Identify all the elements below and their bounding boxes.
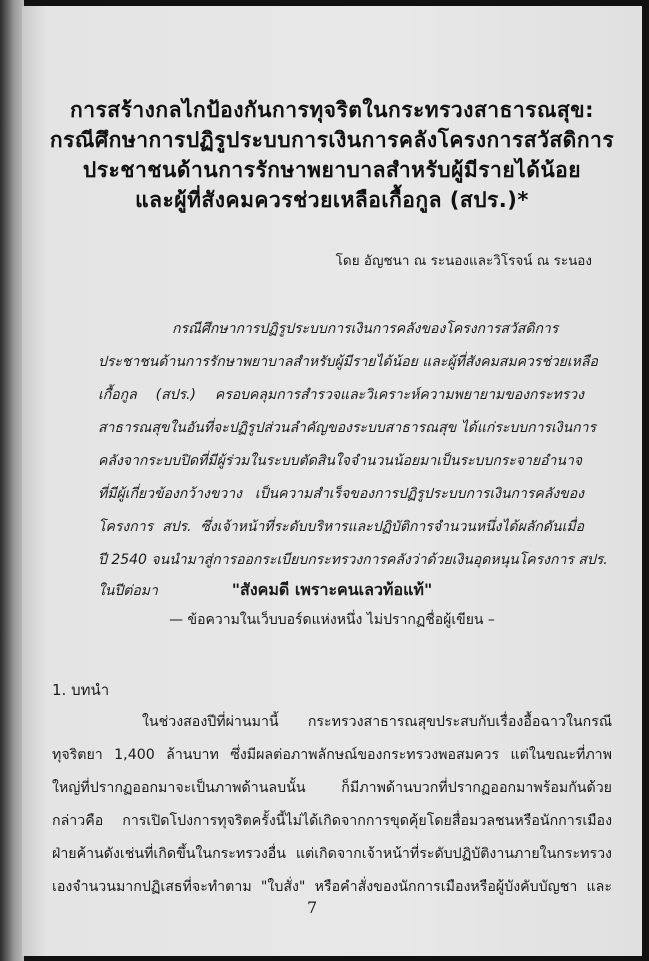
author-line: โดย อัญชนา ณ ระนองและวิโรจน์ ณ ระนอง — [335, 253, 592, 269]
epigraph-attribution: — ข้อความในเว็บบอร์ดแห่งหนึ่ง ไม่ปรากฏชื่อผู้เขียน – — [169, 612, 495, 628]
title-line-2: กรณีศึกษาการปฏิรูประบบการเงินการคลังโครงการสวัสดิการ — [49, 128, 615, 152]
title-line-4: และผู้ที่สังคมควรช่วยเหลือเกื้อกูล (สปร.)* — [135, 188, 529, 212]
page-number: 7 — [307, 898, 318, 917]
section-heading: 1. บทนำ — [52, 681, 110, 699]
body-line: ใหญ่ที่ปรากฏออกมาจะเป็นภาพด้านลบนั้น ก็มีภาพด้านบวกที่ปรากฏออกมาพร้อมกันด้วย — [52, 780, 612, 796]
abstract-line: คลังจากระบบปิดที่มีผู้ร่วมในระบบตัดสินใจจำนวนน้อยมาเป็นระบบกระจายอำนาจ — [98, 453, 583, 469]
abstract-line: ประชาชนด้านการรักษาพยาบาลสำหรับผู้มีรายได้น้อย และผู้ที่สังคมสมควรช่วยเหลือ — [98, 354, 598, 370]
body-line: ทุจริตยา 1,400 ล้านบาท ซึ่งมีผลต่อภาพลักษณ์ของกระทรวงพอสมควร แต่ในขณะที่ภาพ — [52, 747, 612, 763]
abstract-line: โครงการ สปร. ซึ่งเจ้าหน้าที่ระดับบริหารและปฏิบัติการจำนวนหนึ่งได้ผลักดันเมื่อ — [98, 519, 584, 535]
facing-page-edge — [0, 0, 24, 961]
abstract-line: เกื้อกูล (สปร.) ครอบคลุมการสำรวจและวิเคราะห์ความพยายามของกระทรวง — [98, 387, 584, 403]
epigraph-quote: "สังคมดี เพราะคนเลวท้อแท้" — [231, 580, 433, 599]
body-line: ในช่วงสองปีที่ผ่านมานี้ กระทรวงสาธารณสุขประสบกับเรื่องอื้อฉาวในกรณี — [142, 714, 612, 730]
abstract-line: สาธารณสุขในอันที่จะปฏิรูปส่วนลำคัญของระบบสาธารณสุข ได้แก่ระบบการเงินการ — [98, 420, 597, 436]
abstract-line: ปี 2540 จนนำมาสู่การออกระเบียบกระทรวงการคลังว่าด้วยเงินอุดหนุนโครงการ สปร. — [98, 552, 608, 568]
title-line-3: ประชาชนด้านการรักษาพยาบาลสำหรับผู้มีรายได้น้อย — [82, 158, 582, 182]
body-line: เองจำนวนมากปฏิเสธที่จะทำตาม "ใบสั่ง" หรือคำสั่งของนักการเมืองหรือผู้บังคับบัญชา และ — [52, 879, 612, 895]
abstract-line: ในปีต่อมา — [98, 583, 158, 599]
body-line: ฝ่ายค้านดังเช่นที่เกิดขึ้นในกระทรวงอื่น แต่เกิดจากเจ้าหน้าที่ระดับปฏิบัติงานภายในกระทรวง — [52, 846, 612, 862]
body-line: กล่าวคือ การเปิดโปงการทุจริตครั้งนี้ไม่ได้เกิดจากการขุดคุ้ยโดยสื่อมวลชนหรือนักการเมือง — [52, 813, 612, 829]
abstract-line: กรณีศึกษาการปฏิรูประบบการเงินการคลังของโครงการสวัสดิการ — [172, 321, 559, 337]
abstract-line: ที่มีผู้เกี่ยวข้องกว้างขวาง เป็นความสำเร็จของการปฏิรูประบบการเงินการคลังของ — [98, 486, 584, 502]
title-line-1: การสร้างกลไกป้องกันการทุจริตในกระทรวงสาธารณสุข: — [69, 98, 594, 122]
document-page — [22, 6, 642, 956]
